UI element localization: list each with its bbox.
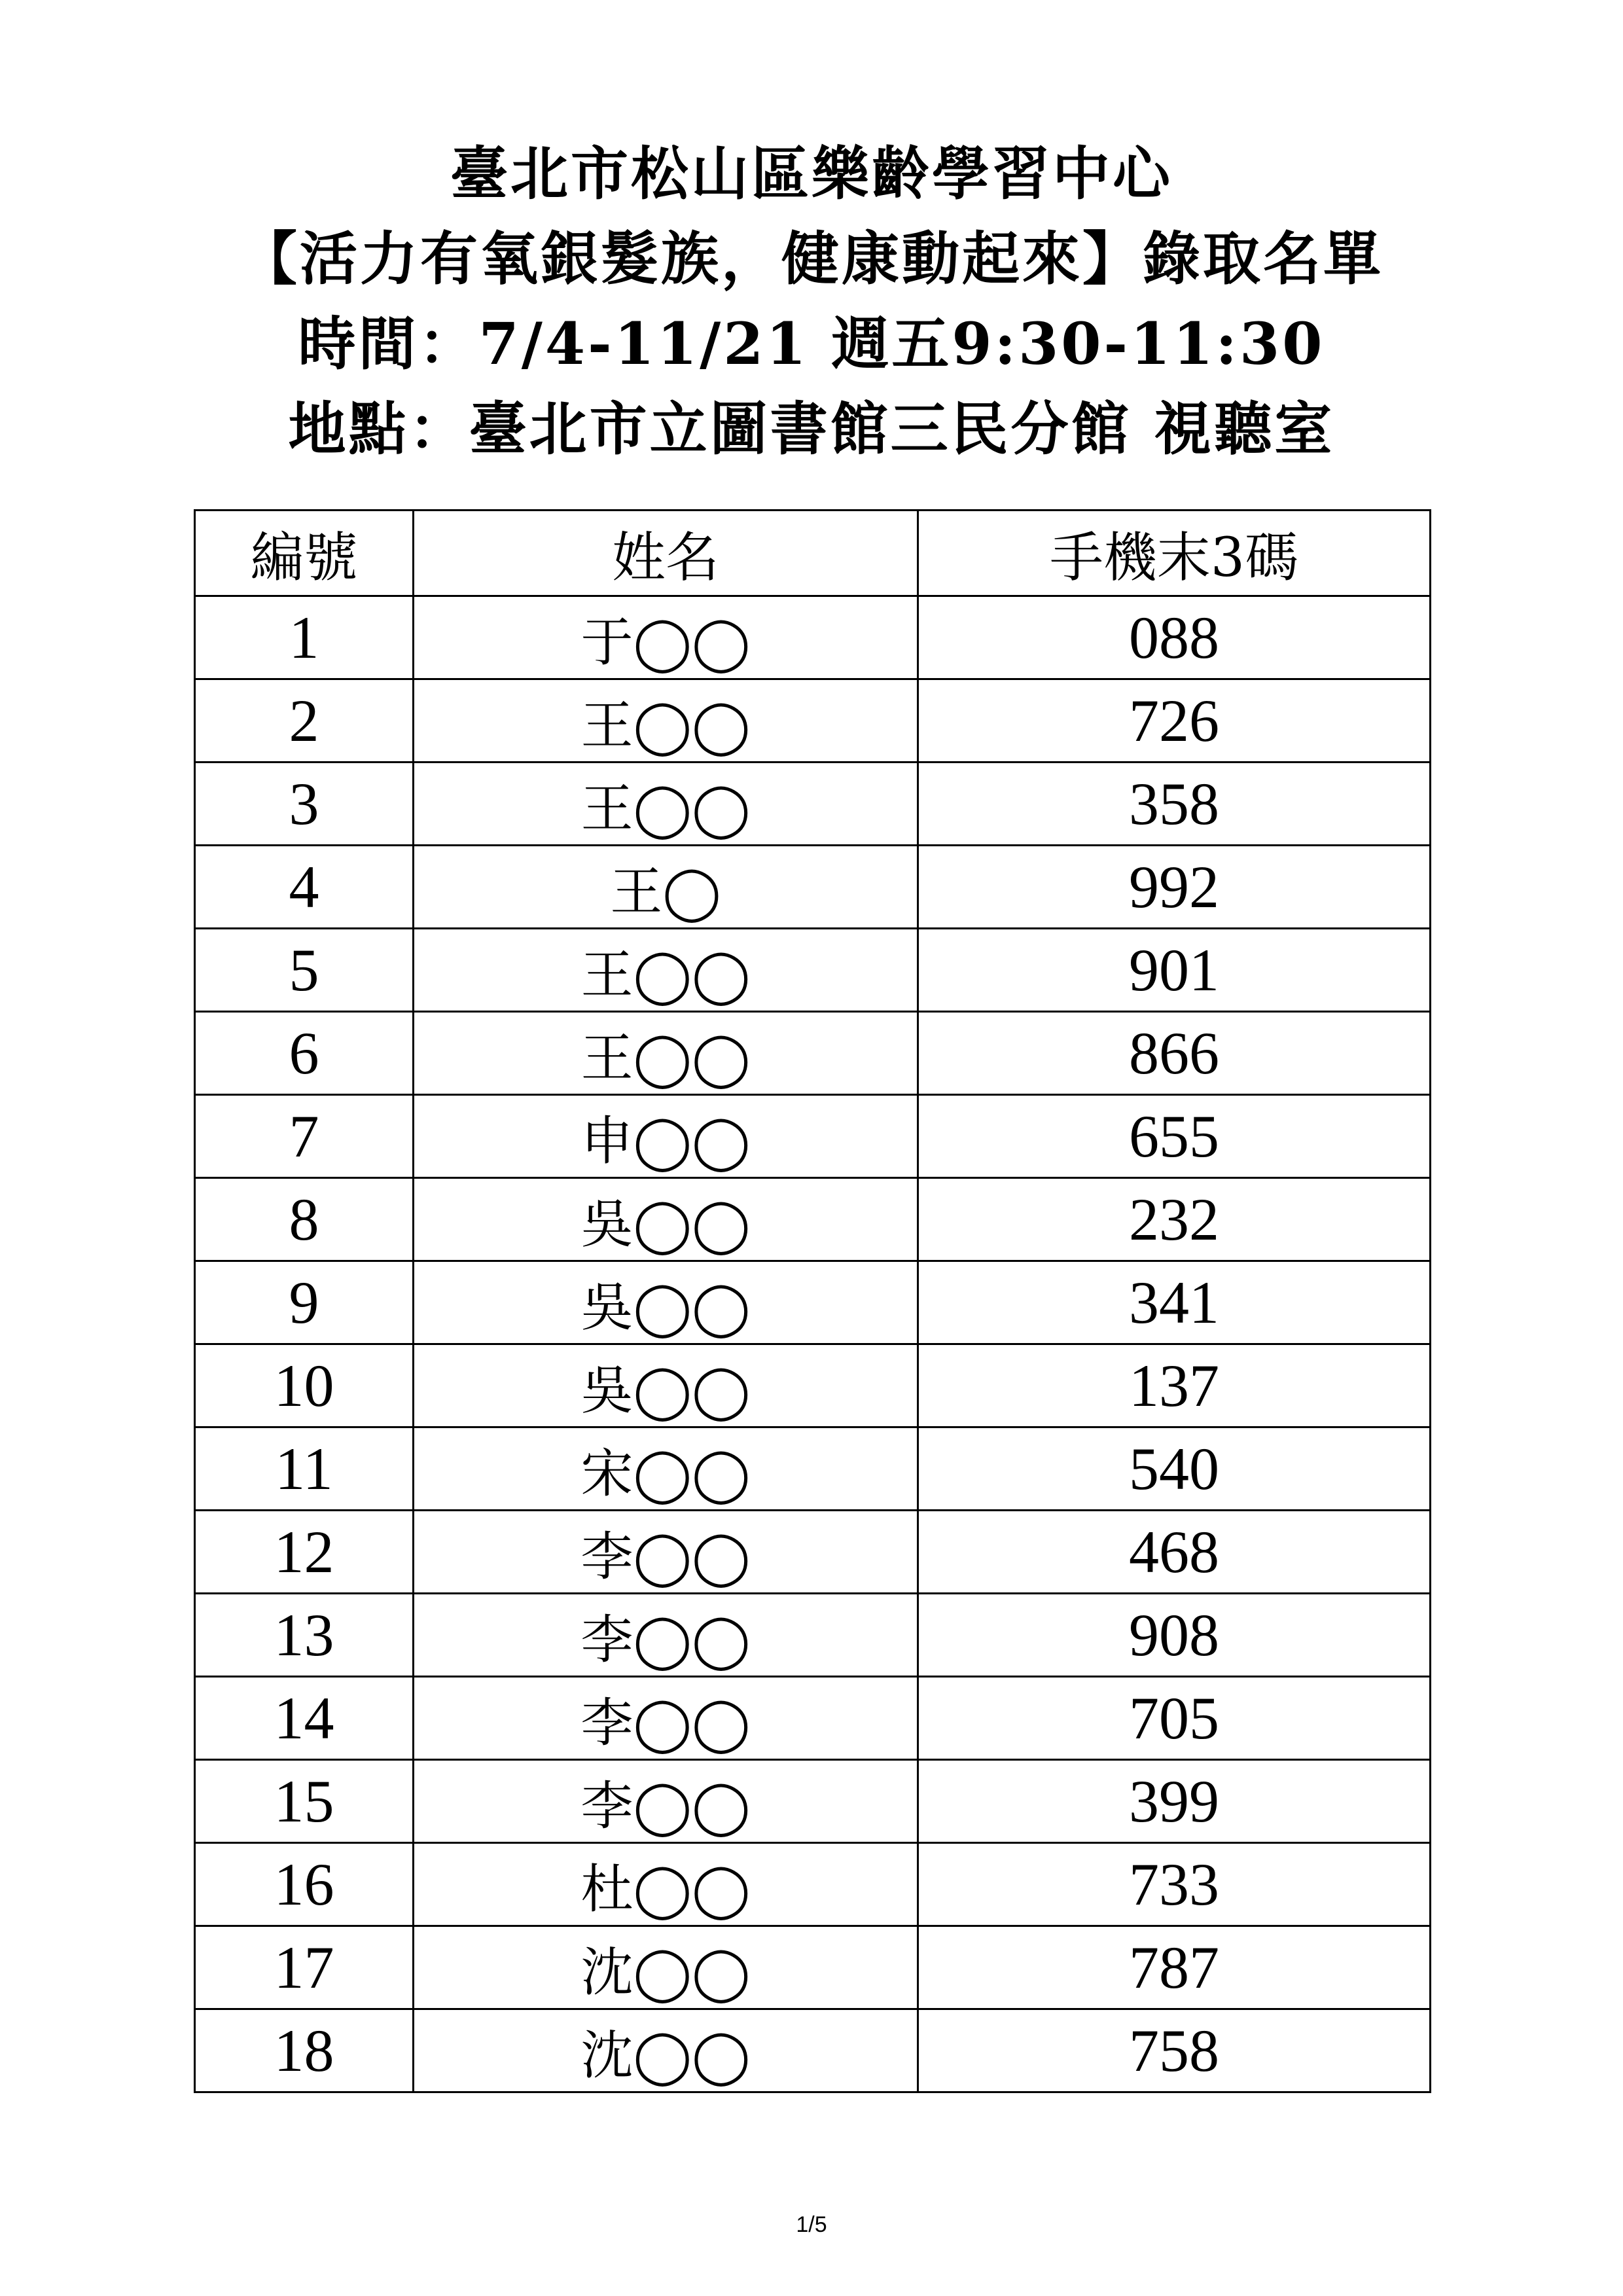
- row-phone-last3: 655: [918, 1095, 1431, 1178]
- row-number: 9: [195, 1261, 414, 1344]
- table-row: [195, 1095, 1431, 1178]
- header-phone-last3: 手機末3碼: [918, 511, 1431, 596]
- course-title: 【活力有氧銀髮族，健康動起來】錄取名單: [239, 224, 1383, 293]
- row-name: 李◯◯: [414, 1511, 918, 1594]
- row-name: 吳◯◯: [414, 1261, 918, 1344]
- row-phone-last3: 137: [918, 1344, 1431, 1427]
- header-number: 編號: [195, 511, 414, 596]
- table-row: [195, 846, 1431, 929]
- table-row: [195, 1677, 1431, 1760]
- row-number: 8: [195, 1178, 414, 1261]
- row-number: 11: [195, 1427, 414, 1511]
- row-phone-last3: 468: [918, 1511, 1431, 1594]
- row-phone-last3: 399: [918, 1760, 1431, 1843]
- table-body: [195, 596, 1431, 2092]
- table-row: [195, 762, 1431, 846]
- row-name: 沈◯◯: [414, 1926, 918, 2009]
- row-name: 李◯◯: [414, 1594, 918, 1677]
- table-row: [195, 679, 1431, 762]
- row-name: 王◯◯: [414, 929, 918, 1012]
- row-phone-last3: 358: [918, 762, 1431, 846]
- row-name: 王◯◯: [414, 679, 918, 762]
- row-name: 吳◯◯: [414, 1344, 918, 1427]
- row-number: 13: [195, 1594, 414, 1677]
- row-phone-last3: 232: [918, 1178, 1431, 1261]
- row-number: 16: [195, 1843, 414, 1926]
- row-phone-last3: 866: [918, 1012, 1431, 1095]
- row-name: 吳◯◯: [414, 1178, 918, 1261]
- row-phone-last3: 341: [918, 1261, 1431, 1344]
- row-number: 17: [195, 1926, 414, 2009]
- table-row: [195, 1344, 1431, 1427]
- row-name: 李◯◯: [414, 1760, 918, 1843]
- row-name: 李◯◯: [414, 1677, 918, 1760]
- table-row: [195, 1261, 1431, 1344]
- table-header-row: [195, 511, 1431, 596]
- row-number: 18: [195, 2009, 414, 2092]
- row-name: 申◯◯: [414, 1095, 918, 1178]
- table-row: [195, 1843, 1431, 1926]
- row-phone-last3: 787: [918, 1926, 1431, 2009]
- row-name: 王◯◯: [414, 1012, 918, 1095]
- row-phone-last3: 908: [918, 1594, 1431, 1677]
- header-name: 姓名: [414, 511, 918, 596]
- table-row: [195, 1511, 1431, 1594]
- table-row: [195, 929, 1431, 1012]
- row-phone-last3: 705: [918, 1677, 1431, 1760]
- row-phone-last3: 540: [918, 1427, 1431, 1511]
- table-row: [195, 1926, 1431, 2009]
- row-phone-last3: 992: [918, 846, 1431, 929]
- row-name: 杜◯◯: [414, 1843, 918, 1926]
- table-row: [195, 1178, 1431, 1261]
- table-row: [195, 1760, 1431, 1843]
- table-row: [195, 2009, 1431, 2092]
- row-number: 6: [195, 1012, 414, 1095]
- row-number: 14: [195, 1677, 414, 1760]
- admission-list-table: [194, 509, 1431, 2093]
- row-phone-last3: 758: [918, 2009, 1431, 2092]
- row-number: 3: [195, 762, 414, 846]
- location-line: 地點：臺北市立圖書館三民分館 視聽室: [288, 395, 1335, 463]
- row-name: 于◯◯: [414, 596, 918, 679]
- row-name: 王◯◯: [414, 762, 918, 846]
- page-number: 1/5: [796, 2212, 827, 2237]
- center-name-title: 臺北市松山區樂齡學習中心: [450, 139, 1173, 207]
- schedule-line: 時間：7/4-11/21 週五9:30-11:30: [298, 310, 1325, 378]
- row-number: 4: [195, 846, 414, 929]
- table-row: [195, 1012, 1431, 1095]
- row-name: 沈◯◯: [414, 2009, 918, 2092]
- table-row: [195, 596, 1431, 679]
- row-number: 5: [195, 929, 414, 1012]
- row-phone-last3: 088: [918, 596, 1431, 679]
- row-phone-last3: 901: [918, 929, 1431, 1012]
- row-number: 12: [195, 1511, 414, 1594]
- row-name: 宋◯◯: [414, 1427, 918, 1511]
- row-phone-last3: 733: [918, 1843, 1431, 1926]
- row-number: 7: [195, 1095, 414, 1178]
- document-header: [0, 131, 1623, 471]
- row-number: 10: [195, 1344, 414, 1427]
- row-number: 1: [195, 596, 414, 679]
- row-number: 2: [195, 679, 414, 762]
- row-number: 15: [195, 1760, 414, 1843]
- row-name: 王◯: [414, 846, 918, 929]
- row-phone-last3: 726: [918, 679, 1431, 762]
- table-row: [195, 1594, 1431, 1677]
- table-row: [195, 1427, 1431, 1511]
